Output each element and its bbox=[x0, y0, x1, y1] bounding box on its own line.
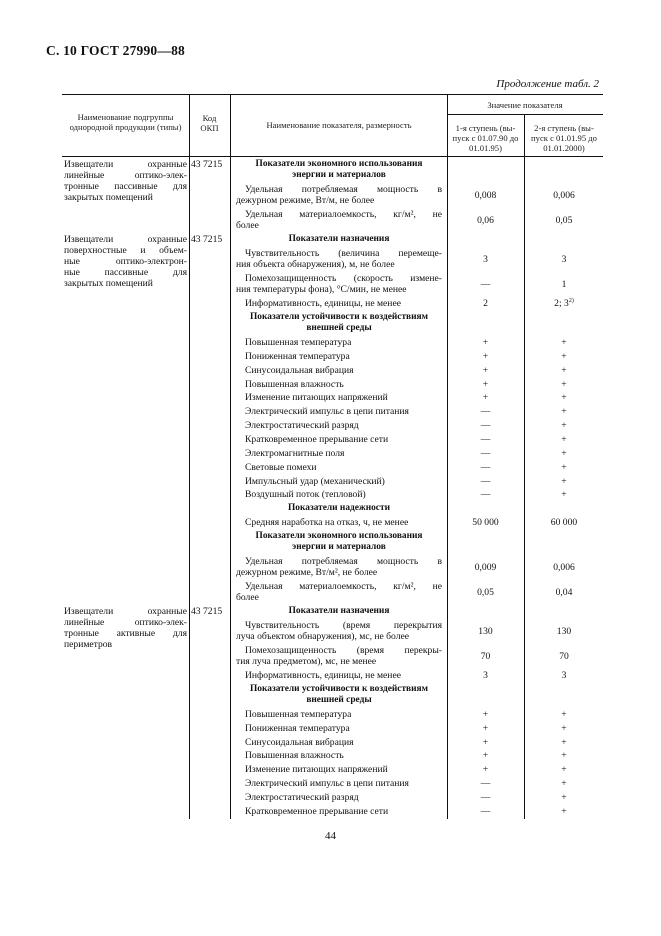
text-line: Кратковременное прерывание сети bbox=[245, 433, 389, 445]
value-stage-1: + bbox=[482, 708, 489, 720]
indicator-name bbox=[245, 379, 442, 390]
subgroup-line: тронные пассивные для bbox=[64, 181, 187, 192]
value-text: 0,006 bbox=[553, 189, 575, 201]
text-line: Изменение питающих напряжений bbox=[245, 392, 388, 404]
value-stage-2 bbox=[526, 792, 602, 803]
value-stage-1: — bbox=[480, 805, 491, 817]
subgroup-line: поверхностные и объем- bbox=[64, 245, 187, 257]
indicator-name bbox=[236, 273, 442, 296]
text-line: более bbox=[236, 592, 259, 603]
value-stage-2 bbox=[526, 379, 602, 390]
value-stage-2 bbox=[526, 392, 602, 403]
section-heading bbox=[236, 684, 442, 706]
value-stage-2 bbox=[526, 764, 602, 775]
value-stage-2 bbox=[526, 651, 602, 662]
section-heading bbox=[236, 503, 442, 514]
value-stage-1: 0,06 bbox=[477, 214, 494, 226]
indicator-name bbox=[236, 184, 442, 207]
value-text: + bbox=[561, 792, 567, 803]
header-bottom-rule bbox=[62, 156, 603, 157]
value-stage-2 bbox=[526, 806, 602, 817]
text-line: луча объектом обнаружения), мс, не более bbox=[236, 630, 410, 642]
indicator-name bbox=[245, 806, 442, 817]
indicator-name bbox=[245, 298, 442, 309]
indicator-name bbox=[245, 462, 442, 473]
value-stage-1: — bbox=[480, 420, 491, 432]
value-text: + bbox=[561, 392, 567, 404]
subgroup-line: линейные оптико-элек- bbox=[64, 617, 187, 629]
value-stage-2 bbox=[526, 737, 602, 748]
text-line: Показатели назначения bbox=[288, 234, 390, 245]
indicator-name bbox=[245, 434, 442, 445]
value-stage-2 bbox=[526, 448, 602, 459]
text-line: Повышенная температура bbox=[245, 337, 352, 348]
value-text: + bbox=[561, 750, 567, 762]
col-divider-1 bbox=[189, 94, 190, 819]
text-line: Электростатический разряд bbox=[245, 420, 359, 432]
value-stage-2 bbox=[526, 723, 602, 734]
text-line: ния температуры фона), °С/мин, не менее bbox=[236, 284, 407, 296]
value-stage-1: 3 bbox=[483, 670, 488, 681]
value-stage-2 bbox=[526, 215, 602, 226]
col-divider-2 bbox=[230, 94, 231, 819]
section-heading bbox=[236, 531, 442, 553]
text-line: Повышенная влажность bbox=[245, 378, 344, 390]
value-stage-2 bbox=[526, 709, 602, 720]
text-line: дежурном режиме, Вт/м², не более bbox=[236, 566, 378, 578]
subgroup-line: Извещатели охранные bbox=[64, 606, 187, 618]
indicator-name bbox=[236, 209, 442, 232]
page-header: С. 10 ГОСТ 27990—88 bbox=[46, 43, 185, 58]
text-line: Информативность, единицы, не менее bbox=[245, 298, 401, 310]
section-heading bbox=[236, 606, 442, 617]
value-stage-1: — bbox=[480, 792, 491, 803]
value-stage-2 bbox=[526, 778, 602, 789]
text-line: Чувствительность (величина перемеще- bbox=[245, 248, 442, 259]
value-text: 0,006 bbox=[553, 561, 575, 573]
text-line: Импульсный удар (механический) bbox=[245, 475, 385, 487]
value-stage-1: + bbox=[482, 392, 489, 404]
value-stage-1: + bbox=[482, 722, 489, 734]
text-line: Показатели надежности bbox=[288, 503, 390, 514]
value-stage-1: 70 bbox=[480, 650, 491, 662]
indicator-name bbox=[236, 581, 442, 603]
subgroup-line: закрытых помещений bbox=[64, 278, 153, 290]
table-top-rule bbox=[62, 94, 603, 95]
value-text: 3 bbox=[561, 670, 567, 681]
indicator-name bbox=[236, 619, 442, 642]
text-line: Показатели экономного использования bbox=[255, 530, 423, 541]
value-text: 130 bbox=[556, 625, 572, 637]
header-indicator-value: Значение показателя bbox=[487, 100, 563, 110]
product-subgroup bbox=[64, 234, 187, 289]
okp-code: 43 7215 bbox=[191, 234, 223, 246]
text-line: тия луча предметом), мс, не менее bbox=[236, 655, 377, 667]
value-stage-2 bbox=[526, 434, 602, 445]
indicator-name bbox=[245, 792, 442, 803]
section-heading bbox=[236, 312, 442, 334]
value-stage-1: + bbox=[482, 364, 489, 376]
text-line: Электрический импульс в цепи питания bbox=[245, 778, 409, 790]
value-stage-1: 2 bbox=[483, 298, 488, 310]
indicator-name bbox=[245, 489, 442, 500]
subgroup-line: Извещатели охранные bbox=[64, 234, 187, 246]
text-line: Пониженная температура bbox=[245, 350, 350, 362]
text-line: Показатели экономного использования bbox=[255, 159, 423, 169]
value-stage-2 bbox=[526, 279, 602, 290]
page-number: 44 bbox=[325, 830, 336, 842]
value-stage-2 bbox=[526, 190, 602, 201]
value-text: + bbox=[561, 778, 567, 790]
indicator-name bbox=[245, 392, 442, 403]
text-line: Пониженная температура bbox=[245, 722, 350, 734]
value-stage-1: 130 bbox=[478, 625, 493, 637]
value-text: 0,04 bbox=[555, 586, 573, 598]
product-subgroup bbox=[64, 606, 187, 650]
value-stage-2 bbox=[526, 626, 602, 637]
value-stage-2 bbox=[526, 587, 602, 598]
text-line: Удельная материалоемкость, кг/м², не bbox=[245, 581, 442, 592]
value-stage-1: — bbox=[480, 447, 491, 459]
value-text: 60 000 bbox=[550, 517, 578, 529]
header-stage-2: 2-я ступень (вы- пуск с 01.01.95 до 01.01.2000) bbox=[531, 123, 597, 153]
value-text: + bbox=[561, 461, 567, 473]
header-okp-code: Код ОКП bbox=[200, 113, 219, 133]
value-text: + bbox=[561, 805, 567, 817]
text-line: Световые помехи bbox=[245, 461, 317, 473]
subgroup-line: закрытых помещений bbox=[64, 192, 153, 203]
product-subgroup bbox=[64, 159, 187, 203]
value-text: + bbox=[561, 433, 567, 445]
text-line: Повышенная влажность bbox=[245, 750, 344, 762]
table-continuation-label: Продолжение табл. 2 bbox=[496, 78, 599, 90]
value-stage-2 bbox=[526, 517, 602, 528]
indicator-name bbox=[245, 476, 442, 487]
value-stage-2 bbox=[526, 365, 602, 376]
indicator-name bbox=[245, 723, 442, 734]
indicator-name bbox=[245, 670, 442, 681]
indicator-name bbox=[236, 555, 442, 578]
subgroup-line: ные пассивные для bbox=[64, 267, 187, 279]
value-stage-2 bbox=[526, 406, 602, 417]
value-text: 2; 3 bbox=[554, 298, 569, 310]
footnote-marker: 2) bbox=[568, 297, 574, 304]
indicator-name bbox=[245, 337, 442, 348]
value-text: + bbox=[561, 475, 567, 487]
value-stage-1: + bbox=[482, 764, 489, 776]
indicator-name bbox=[245, 764, 442, 775]
text-line: Повышенная температура bbox=[245, 708, 352, 720]
value-stage-1: — bbox=[480, 278, 491, 290]
value-text: 70 bbox=[559, 650, 569, 662]
indicator-name bbox=[245, 365, 442, 376]
text-line: Удельная материалоемкость, кг/м², не bbox=[245, 209, 442, 221]
section-heading bbox=[236, 159, 442, 181]
value-text: 3 bbox=[561, 253, 567, 265]
value-stage-1: + bbox=[482, 337, 489, 348]
indicator-name bbox=[245, 420, 442, 431]
value-stage-1: — bbox=[480, 461, 491, 473]
value-stage-1: — bbox=[480, 433, 491, 445]
text-line: Воздушный поток (тепловой) bbox=[245, 489, 366, 501]
text-line: внешней среды bbox=[306, 694, 372, 705]
indicator-name bbox=[245, 517, 442, 528]
value-text: 1 bbox=[561, 278, 567, 290]
value-text: + bbox=[561, 350, 567, 362]
indicator-name bbox=[245, 778, 442, 789]
value-text: + bbox=[561, 708, 567, 720]
value-stage-2 bbox=[526, 420, 602, 431]
value-text: + bbox=[561, 722, 567, 734]
subgroup-line: тронные активные для bbox=[64, 628, 187, 640]
col-divider-4 bbox=[524, 114, 525, 819]
text-line: энергии и материалов bbox=[292, 170, 386, 180]
text-line: дежурном режиме, Вт/м, не более bbox=[236, 195, 375, 207]
header-group-name: Наименование подгруппы однородной продукции (типы) bbox=[69, 112, 182, 132]
value-stage-1: — bbox=[480, 406, 491, 418]
value-stage-1: — bbox=[480, 778, 491, 790]
subgroup-line: ные оптико-электрон- bbox=[64, 256, 187, 268]
value-text: + bbox=[561, 736, 567, 748]
value-stage-2 bbox=[526, 337, 602, 348]
value-text: + bbox=[561, 447, 567, 459]
value-stage-2 bbox=[526, 670, 602, 681]
indicator-name bbox=[245, 709, 442, 720]
col-divider-3 bbox=[447, 94, 448, 819]
value-stage-2 bbox=[526, 298, 602, 309]
value-stage-1: 0,008 bbox=[474, 189, 497, 201]
value-stage-1: + bbox=[482, 750, 489, 762]
subgroup-line: линейные оптико-элек- bbox=[64, 170, 187, 181]
indicator-name bbox=[236, 644, 442, 667]
indicator-name bbox=[245, 406, 442, 417]
header-stage-1: 1-я ступень (вы- пуск с 01.07.90 до 01.01.95) bbox=[452, 123, 519, 153]
text-line: Электростатический разряд bbox=[245, 792, 359, 803]
indicator-name bbox=[245, 737, 442, 748]
text-line: Помехозащищенность (время перекры- bbox=[245, 644, 442, 656]
okp-code: 43 7215 bbox=[191, 606, 223, 618]
subgroup-line: Извещатели охранные bbox=[64, 159, 187, 170]
okp-code: 43 7215 bbox=[191, 159, 223, 170]
text-line: Информативность, единицы, не менее bbox=[245, 670, 401, 681]
value-stage-1: 0,05 bbox=[477, 586, 494, 598]
text-line: ния объекта обнаружения), м, не более bbox=[236, 259, 395, 270]
header-indicator-name: Наименование показателя, размерность bbox=[266, 120, 412, 130]
value-text: + bbox=[561, 337, 567, 348]
text-line: Чувствительность (время перекрытия bbox=[245, 619, 442, 631]
text-line: Электромагнитные поля bbox=[245, 447, 345, 459]
text-line: Электрический импульс в цепи питания bbox=[245, 406, 409, 418]
value-stage-2 bbox=[526, 562, 602, 573]
value-stage-2 bbox=[526, 462, 602, 473]
value-text: + bbox=[561, 378, 567, 390]
value-stage-2 bbox=[526, 489, 602, 500]
text-line: Удельная потребляемая мощность в bbox=[245, 184, 442, 196]
text-line: Показатели устойчивости к воздействиям bbox=[250, 311, 428, 322]
text-line: внешней среды bbox=[306, 322, 372, 333]
text-line: Синусоидальная вибрация bbox=[245, 736, 354, 748]
value-text: + bbox=[561, 364, 567, 376]
value-stage-2 bbox=[526, 476, 602, 487]
section-heading bbox=[236, 234, 442, 245]
text-line: Удельная потребляемая мощность в bbox=[245, 555, 442, 567]
value-stage-2 bbox=[526, 254, 602, 265]
value-stage-1: + bbox=[482, 350, 489, 362]
value-stage-1: — bbox=[480, 475, 491, 487]
text-line: Показатели назначения bbox=[288, 606, 390, 617]
text-line: Кратковременное прерывание сети bbox=[245, 805, 389, 817]
value-stage-2 bbox=[526, 351, 602, 362]
indicator-name bbox=[245, 351, 442, 362]
value-stage-2 bbox=[526, 750, 602, 761]
value-subheader-rule bbox=[447, 114, 603, 115]
subgroup-line: периметров bbox=[64, 639, 113, 651]
text-line: более bbox=[236, 220, 259, 232]
indicator-name bbox=[245, 750, 442, 761]
indicator-name bbox=[245, 448, 442, 459]
text-line: Изменение питающих напряжений bbox=[245, 764, 388, 776]
value-text: + bbox=[561, 764, 567, 776]
value-stage-1: 50 000 bbox=[472, 517, 499, 529]
value-text: + bbox=[561, 489, 567, 501]
indicator-name bbox=[236, 248, 442, 270]
value-text: 0,05 bbox=[555, 214, 573, 226]
value-stage-1: + bbox=[482, 736, 489, 748]
text-line: Средняя наработка на отказ, ч, не менее bbox=[245, 517, 409, 529]
text-line: Показатели устойчивости к воздействиям bbox=[250, 683, 428, 694]
value-stage-1: 3 bbox=[483, 253, 488, 265]
value-stage-1: + bbox=[482, 378, 489, 390]
value-stage-1: — bbox=[480, 489, 491, 501]
text-line: Помехозащищенность (скорость измене- bbox=[245, 273, 442, 285]
value-text: + bbox=[561, 406, 567, 418]
value-text: + bbox=[561, 420, 567, 432]
text-line: энергии и материалов bbox=[292, 541, 386, 552]
text-line: Синусоидальная вибрация bbox=[245, 364, 354, 376]
value-stage-1: 0,009 bbox=[474, 561, 497, 573]
